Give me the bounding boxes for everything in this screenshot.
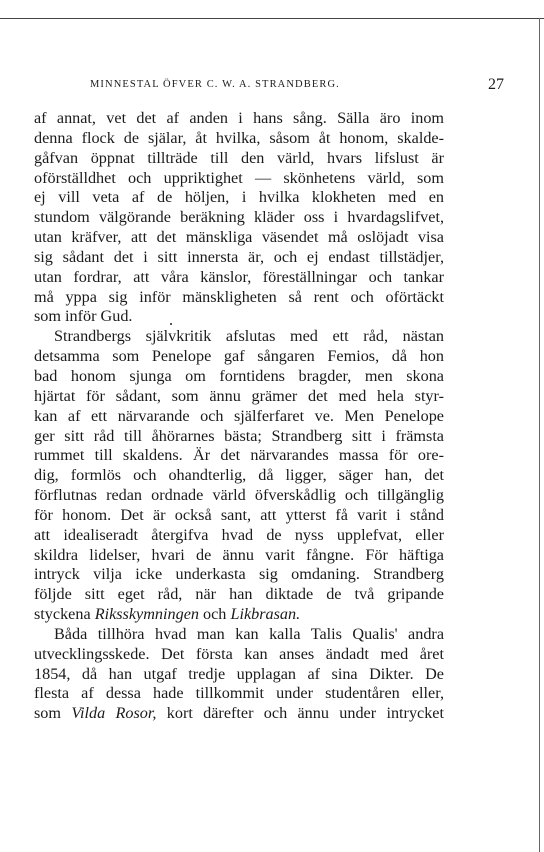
- text-line: dig, formlös och ohandterlig, då ligger, säger han, det: [34, 466, 444, 485]
- text-line: oförställdhet och uppriktighet — skönhetens värld, som: [34, 168, 444, 187]
- text-run: som: [34, 704, 72, 723]
- right-page-edge: [539, 18, 540, 852]
- text-line: för honom. Det är också sant, att ytterst få varit i stånd: [34, 505, 444, 524]
- text-line: bad honom sjunga om forntidens bragder, men skona: [34, 366, 444, 385]
- text-line: [34, 605, 444, 625]
- text-line: kan af ett närvarande och själferfaret ve. Men Penelope: [34, 406, 444, 425]
- print-speck: [170, 323, 172, 325]
- text-line: stundom välgörande beräkning kläder oss i hvardagslifvet,: [34, 208, 444, 227]
- paragraph-1: [34, 109, 444, 327]
- text-line: må yppa sig inför mänskligheten så rent och oförtäckt: [34, 287, 444, 306]
- text-line: skildra lidelser, hvari de ännu varit fångne. För häftiga: [34, 545, 444, 564]
- italic-title: Riksskymningen: [94, 605, 199, 624]
- italic-title: Vilda Rosor,: [71, 704, 157, 723]
- text-line: detsamma som Penelope gaf sångaren Femios, då hon: [34, 347, 444, 366]
- text-line: [34, 704, 444, 724]
- paragraph-3: [34, 625, 444, 724]
- body-text: [34, 109, 444, 724]
- running-title: MINNESTAL ÖFVER C. W. A. STRANDBERG.: [90, 79, 340, 90]
- text-run: styckena: [34, 605, 95, 624]
- text-run: och: [198, 605, 231, 624]
- text-line: hjärtat för sådant, som ännu grämer det med hela styr-: [34, 386, 444, 405]
- text-line: flesta af dessa hade tillkommit under studentåren eller,: [34, 684, 444, 703]
- top-border-rule: [0, 18, 544, 19]
- text-line: utan fordrar, att våra känslor, föreställningar och tankar: [34, 267, 444, 286]
- text-line: utan kräfver, att det mänskliga väsendet må oslöjadt visa: [34, 228, 444, 247]
- text-line: 1854, då han utgaf tredje upplagan af sina Dikter. De: [34, 664, 444, 683]
- text-line: Båda tillhöra hvad man kan kalla Talis Qualis' andra: [54, 624, 444, 643]
- paragraph-2: [34, 327, 444, 625]
- text-line: denna flock de själar, åt hvilka, såsom åt honom, skalde-: [34, 128, 444, 147]
- page-number: 27: [488, 76, 504, 93]
- text-line: ej vill veta af de höljen, i hvilka klokheten med en: [34, 188, 444, 207]
- text-line: sig sådant det i sitt innersta är, och ej endast tillstädjer,: [34, 247, 444, 266]
- italic-title: Likbrasan.: [230, 605, 301, 624]
- text-line: följde sitt eget råd, när han diktade de två gripande: [34, 585, 444, 604]
- text-line: Strandbergs självkritik afslutas med ett råd, nästan: [54, 327, 444, 346]
- text-line: af annat, vet det af anden i hans sång. Sälla äro inom: [34, 109, 444, 127]
- text-line: gåfvan öppnat tillträde till den värld, hvars lifslust är: [34, 148, 444, 167]
- running-header: [34, 76, 504, 96]
- text-line: som inför Gud.: [34, 307, 133, 326]
- text-line: intryck vilja icke underkasta sig omdaning. Strandberg: [34, 565, 444, 584]
- text-line: att idealiseradt återgifva hvad de nyss upplefvat, eller: [34, 525, 444, 544]
- text-line: rummet till skaldens. Är det närvarandes massa för ore-: [34, 446, 444, 465]
- text-line: ger sitt råd till åhörarnes bästa; Strandberg sitt i främsta: [34, 426, 444, 445]
- text-line: utvecklingsskede. Det första kan anses ändadt med året: [34, 644, 444, 663]
- text-run: kort därefter och ännu under intrycket: [156, 704, 444, 723]
- text-line: förflutnas redan ordnade värld öfverskådlig och tillgänglig: [34, 486, 444, 505]
